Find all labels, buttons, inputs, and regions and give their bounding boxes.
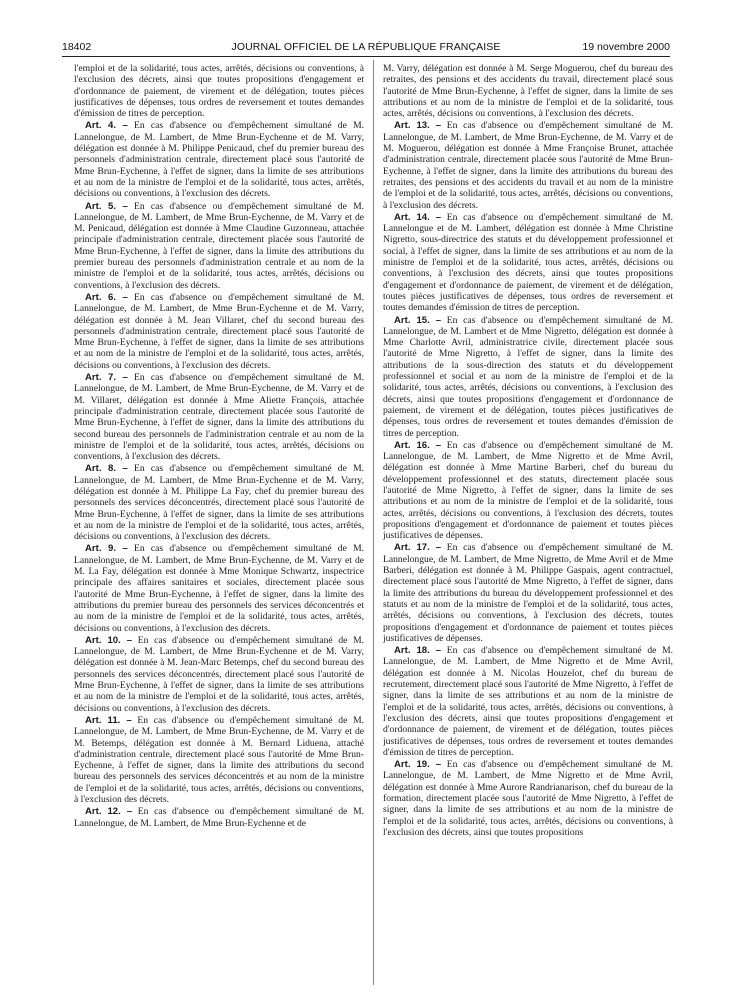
article-text: En cas d'absence ou d'empêchement simultané de M. Lannelongue, de M. Lambert, de Mme Brun-Eychenne et de M. Varry, délégation est donnée à M. Jean-Marc Betemps, chef du second bureau des personnels des services déconcentrés, directement placé sous l'autorité de Mme Brun-Eychenne, à l'effet de signer, dans la limite de ses attributions et au nom de la ministre de l'emploi et de la solidarité, tous actes, arrêtés, décisions ou conventions, à l'exclusion des décrets. [74, 634, 364, 714]
left-column [74, 63, 364, 983]
article-number: Art. 11. – [85, 714, 132, 726]
article-number: Art. 19. – [394, 759, 442, 771]
article-text: l'emploi et de la solidarité, tous actes, arrêtés, décisions ou conventions, à l'exclusion des décrets, ainsi que toutes propositions d'engagement et d'ordonnance de paiement, de virement et de délégation, toutes pièces justificatives de dépenses, tous ordres de reversement et toutes demandes d'émission de titres de perception. [74, 63, 364, 120]
article-paragraph [74, 372, 364, 462]
page-header [62, 41, 670, 57]
article-text: En cas d'absence ou d'empêchement simultané de M. Lannelongue, de M. Lambert, de Mme Nigretto et de Mme Avril, délégation est donnée à Mme Aurore Randrianarison, chef du bureau de la formation, directement placée sous l'autorité de Mme Nigretto, à l'effet de signer, dans la limite de ses attributions et au nom de la ministre de l'emploi et de la solidarité, tous actes, arrêtés, décisions ou conventions, à l'exclusion des décrets, ainsi que toutes propositions [383, 759, 673, 838]
article-paragraph [383, 542, 673, 644]
article-number: Art. 17. – [394, 542, 442, 554]
article-text: En cas d'absence ou d'empêchement simultané de M. Lannelongue, de M. Lambert, de Mme Brun-Eychenne, de M. Varry et de M. Betemps, délégation est donnée à M. Bernard Liduena, attaché d'administration centrale, directement placé sous l'autorité de Mme Brun-Eychenne, à l'effet de signer, dans la limite des attributions du second bureau des personnels des services déconcentrés et au nom de la ministre de l'emploi et de la solidarité, tous actes, arrêtés, décisions ou conventions, à l'exclusion des décrets. [74, 714, 364, 805]
article-number: Art. 13. – [394, 120, 442, 132]
article-text: En cas d'absence ou d'empêchement simultané de M. Lannelongue, de M. Lambert, de Mme Brun-Eychenne, de M. Varry et de M. Penicaud, délégation est donnée à Mme Claudine Guzonneau, attachée principale d'administration centrale, directement placée sous l'autorité de Mme Brun-Eychenne, à l'effet de signer, dans la limite des attributions du premier bureau des personnels d'administration centrale et au nom de la ministre de l'emploi et de la solidarité, tous actes, arrêtés, décisions ou conventions, à l'exclusion des décrets. [74, 200, 364, 291]
article-text: En cas d'absence ou d'empêchement simultané de M. Lannelongue, de M. Lambert, de Mme Brun-Eychenne, de M. Varry et de M. La Fay, délégation est donnée à Mme Monique Schwartz, inspectrice principale des affaires sanitaires et sociales, directement placée sous l'autorité de Mme Brun-Eychenne, à l'effet de signer, dans la limite des attributions du premier bureau des personnels des services déconcentrés et au nom de la ministre de l'emploi et de la solidarité, tous actes, arrêtés, décisions ou conventions, à l'exclusion des décrets. [74, 543, 364, 634]
article-number: Art. 5. – [85, 200, 128, 212]
article-number: Art. 8. – [85, 463, 128, 475]
article-text: En cas d'absence ou d'empêchement simultané de M. Lannelongue, de M. Lambert, de Mme Brun-Eychenne et de M. Varry, délégation est donnée à M. Philippe Penicaud, chef du premier bureau des personnels d'administration centrale, directement placé sous l'autorité de Mme Brun-Eychenne, à l'effet de signer, dans la limite de ses attributions et au nom de la ministre de l'emploi et de la solidarité, tous actes, arrêtés, décisions ou conventions, à l'exclusion des décrets. [74, 120, 364, 200]
page-number: 18402 [62, 41, 92, 53]
article-paragraph [74, 463, 364, 542]
article-paragraph [74, 292, 364, 371]
article-number: Art. 14. – [394, 211, 442, 223]
article-paragraph [74, 543, 364, 633]
article-text: En cas d'absence ou d'empêchement simultané de M. Lannelongue, de M. Lambert, de Mme Brun-Eychenne, de M. Varry et de M. Villaret, délégation est donnée à Mme Aliette François, attachée principale d'administration centrale, directement placée sous l'autorité de Mme Brun-Eychenne, à l'effet de signer, dans la limite des attributions du second bureau des personnels de l'administration centrale et au nom de la ministre de l'emploi et de la solidarité, tous actes, arrêtés, décisions ou conventions, à l'exclusion des décrets. [74, 372, 364, 463]
article-number: Art. 12. – [85, 806, 133, 818]
article-paragraph [383, 759, 673, 838]
article-text: En cas d'absence ou d'empêchement simultané de M. Lannelongue, de M. Lambert, de Mme Nigretto, de Mme Avril et de Mme Barberi, délégation est donnée à M. Philippe Gaspais, agent contractuel, directement placé sous l'autorité de Mme Nigretto, à l'effet de signer, dans la limite des attributions du bureau du développement professionnel et des statuts et au nom de la ministre de l'emploi et de la solidarité, tous actes, arrêtés, décisions ou conventions, à l'exclusion des décrets, toutes propositions d'engagement et d'ordonnance de paiement et toutes pièces justificatives de dépenses. [383, 542, 673, 644]
article-text: En cas d'absence ou d'empêchement simultané de M. Lannelongue, de M. Lambert et de Mme Nigretto, délégation est donnée à Mme Charlotte Avril, administratrice civile, directement placée sous l'autorité de Mme Nigretto, à l'effet de signer, dans la limite des attributions de la sous-direction des statuts et du développement professionnel et social et au nom de la ministre de l'emploi et de la solidarité, tous actes, arrêtés, décisions ou conventions, à l'exclusion des décrets, ainsi que toutes propositions d'engagement et d'ordonnance de paiement, de virement et de délégation, toutes pièces justificatives de dépenses, tous ordres de reversement et toutes demandes d'émission de titres de perception. [383, 314, 673, 439]
header-rule [62, 56, 670, 57]
article-paragraph [74, 63, 364, 119]
right-column [383, 63, 673, 983]
article-number: Art. 6. – [85, 291, 128, 303]
article-paragraph [383, 645, 673, 758]
article-paragraph [383, 212, 673, 314]
article-paragraph [383, 315, 673, 439]
article-paragraph [383, 63, 673, 119]
article-text: En cas d'absence ou d'empêchement simultané de M. Lannelongue, de M. Lambert, de Mme Nigretto et de Mme Avril, délégation est donnée à M. Nicolas Houzelot, chef du bureau de recrutement, directement placé sous l'autorité de Mme Nigretto, à l'effet de signer, dans la limite de ses attributions et au nom de la ministre de l'emploi et de la solidarité, tous actes, arrêtés, décisions ou conventions, à l'exclusion des décrets, ainsi que toutes propositions d'engagement et d'ordonnance de paiement, de virement et de délégation, toutes pièces justificatives de dépenses, tous ordres de reversement et toutes demandes d'émission de titres de perception. [383, 645, 673, 758]
column-divider [373, 60, 374, 985]
article-text: En cas d'absence ou d'empêchement simultané de M. Lannelongue, de M. Lambert, de Mme Brun-Eychenne et de [74, 806, 364, 829]
article-paragraph [383, 440, 673, 542]
article-text: En cas d'absence ou d'empêchement simultané de M. Lannelongue, de M. Lambert, de Mme Nigretto et de Mme Avril, délégation est donnée à Mme Martine Barberi, chef du bureau du développement professionnel et des statuts, directement placée sous l'autorité de Mme Nigretto, à l'effet de signer, dans la limite de ses attributions et au nom de la ministre de l'emploi et de la solidarité, tous actes, arrêtés, décisions ou conventions, à l'exclusion des décrets, toutes propositions d'engagement et d'ordonnance de paiement et toutes pièces justificatives de dépenses. [383, 439, 673, 542]
article-paragraph [74, 806, 364, 829]
article-paragraph [383, 120, 673, 210]
article-paragraph [74, 715, 364, 805]
article-text: En cas d'absence ou d'empêchement simultané de M. Lannelongue, de M. Lambert, de Mme Brun-Eychenne et de M. Varry, délégation est donnée à M. Jean Villaret, chef du second bureau des personnels d'administration centrale, directement placé sous l'autorité de Mme Brun-Eychenne, à l'effet de signer, dans la limite de ses attributions et au nom de la ministre de l'emploi et de la solidarité, tous actes, arrêtés, décisions ou conventions, à l'exclusion des décrets. [74, 291, 364, 371]
article-paragraph [74, 201, 364, 291]
article-number: Art. 16. – [394, 439, 442, 451]
article-number: Art. 9. – [85, 543, 128, 555]
article-paragraph [74, 120, 364, 199]
article-number: Art. 7. – [85, 372, 128, 384]
article-text: En cas d'absence ou d'empêchement simultané de M. Lannelongue et de M. Lambert, délégation est donnée à Mme Christine Nigretto, sous-directrice des statuts et du développement professionnel et social, à l'effet de signer, dans la limite de ses attributions et au nom de la ministre de l'emploi et de la solidarité, tous actes, arrêtés, décisions ou conventions, à l'exclusion des décrets, ainsi que toutes propositions d'engagement et d'ordonnance de paiement, de virement et de délégation, toutes pièces justificatives de dépenses, tous ordres de reversement et toutes demandes d'émission de titres de perception. [383, 211, 673, 314]
article-number: Art. 15. – [394, 314, 442, 326]
journal-title: JOURNAL OFFICIEL DE LA RÉPUBLIQUE FRANÇAISE [231, 41, 501, 53]
article-number: Art. 4. – [85, 120, 128, 132]
article-text: En cas d'absence ou d'empêchement simultané de M. Lannelongue, de M. Lambert, de Mme Brun-Eychenne, de M. Varry et de M. Moguerou, délégation est donnée à Mme Françoise Brunet, attachée d'administration centrale, directement placée sous l'autorité de Mme Brun-Eychenne, à l'effet de signer, dans la limite des attributions du bureau des retraites, des pensions et des accidents du travail et au nom de la ministre de l'emploi et de la solidarité, tous actes, arrêtés, décisions ou conventions, à l'exclusion des décrets. [383, 120, 673, 211]
article-text: M. Varry, délégation est donnée à M. Serge Moguerou, chef du bureau des retraites, des pensions et des accidents du travail, directement placé sous l'autorité de Mme Brun-Eychenne, à l'effet de signer, dans la limite de ses attributions et au nom de la ministre de l'emploi et de la solidarité, tous actes, arrêtés, décisions ou conventions, à l'exclusion des décrets. [383, 63, 673, 120]
article-number: Art. 10. – [85, 634, 133, 646]
article-number: Art. 18. – [394, 645, 442, 657]
article-paragraph [74, 635, 364, 714]
publication-date: 19 novembre 2000 [582, 41, 670, 53]
article-text: En cas d'absence ou d'empêchement simultané de M. Lannelongue, de M. Lambert, de Mme Brun-Eychenne et de M. Varry, délégation est donnée à M. Philippe La Fay, chef du premier bureau des personnels des services déconcentrés, directement placé sous l'autorité de Mme Brun-Eychenne, à l'effet de signer, dans la limite de ses attributions et au nom de la ministre de l'emploi et de la solidarité, tous actes, arrêtés, décisions ou conventions, à l'exclusion des décrets. [74, 463, 364, 543]
